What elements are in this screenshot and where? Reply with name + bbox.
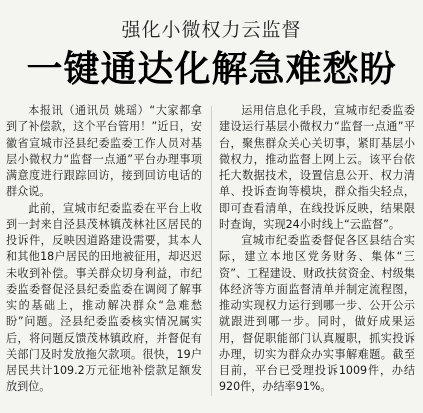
article-left-column — [6, 103, 202, 396]
column-divider — [211, 106, 212, 396]
article-right-column — [219, 103, 415, 396]
article-subtitle: 强化小微权力云监督 — [121, 19, 302, 41]
paragraph: 此前，宣城市纪委监委在平台上收到一封来自泾县茂林镇茂林社区居民的投诉件，反映因道路建设需要，其本人和其他18户居民的田地被征用，却迟迟未收到补偿。事关群众切身利益，市纪委监委督促泾县纪委监委在调阅了解事实的基础上，推动解决群众“急难愁盼”问题。泾县纪委监委核实情况属实后，将问题反馈茂林镇政府，并督促有关部门及时发放拖欠款项。很快，19户居民共计109.2万元征地补偿款足额发放到位。 — [6, 201, 202, 394]
paragraph: 运用信息化手段，宣城市纪委监委建设运行基层小微权力“监督一点通”平台，聚焦群众关心关切事，紧盯基层小微权力，推动监督上网上云。该平台依托大数据技术，设置信息公开、权力清单、投诉查询等模块，群众指尖轻点，即可查看清单，在线投诉反映，结果限时查询，实现24小时线上“云监督”。 — [219, 104, 415, 231]
article-headline: 一键通达化解急难愁盼 — [26, 49, 397, 90]
paragraph: 宣城市纪委监委督促各区县结合实际，建立本地区党务财务、集体“三资”、工程建设、财政扶贫资金、村级集体经济等方面监督清单并制定流程图，推动实现权力运行到哪一步、公开公示就跟进到哪一步。同时，做好成果运用，督促职能部门认真履职，抓实投诉办理，切实为群众办实事解难题。截至目前，平台已受理投诉1009件，办结920件，办结率91%。 — [219, 234, 415, 394]
paragraph: 本报讯（通讯员 姚瑶）“大家都拿到了补偿款，这个平台管用！”近日，安徽省宣城市泾县纪委监委工作人员对基层小微权力“监督一点通”平台办理事项满意度进行跟踪回访，接到回访电话的群众说。 — [6, 104, 202, 199]
